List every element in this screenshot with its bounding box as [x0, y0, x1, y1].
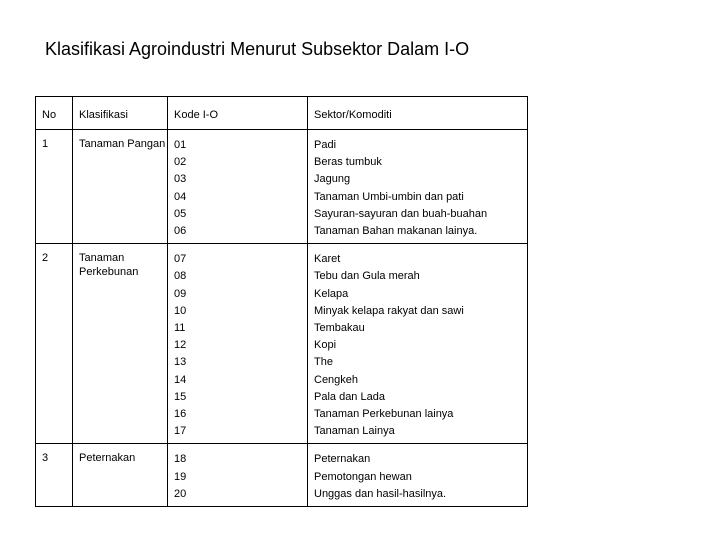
- kode-item: 14: [174, 373, 187, 386]
- kode-item: 08: [174, 270, 187, 283]
- classification-table: [35, 96, 528, 507]
- table-row: [36, 130, 528, 244]
- table-row: [36, 444, 528, 507]
- kode-item: 01: [174, 139, 187, 151]
- sektor-item: Cengkeh: [314, 373, 359, 386]
- kode-item: 09: [174, 287, 187, 300]
- sektor-item: Kopi: [314, 339, 337, 352]
- row-sektor-list: [308, 244, 528, 444]
- sektor-item: Tanaman Perkebunan lainya: [314, 408, 454, 421]
- kode-item: 06: [174, 225, 187, 238]
- sektor-item: Beras tumbuk: [314, 156, 382, 169]
- kode-item: 07: [174, 253, 187, 266]
- page-title: Klasifikasi Agroindustri Menurut Subsektor Dalam I-O: [45, 39, 470, 59]
- sektor-item: Jagung: [314, 173, 351, 186]
- kode-item: 02: [174, 156, 187, 169]
- kode-item: 04: [174, 190, 187, 203]
- table-row: [36, 244, 528, 444]
- row-klasifikasi: Tanaman Perkebunan: [73, 244, 168, 444]
- row-kode-list: [168, 244, 308, 444]
- sektor-item: Tebu dan Gula merah: [314, 270, 420, 283]
- sektor-item: Unggas dan hasil-hasilnya.: [314, 487, 447, 500]
- header-kode: Kode I-O: [168, 97, 308, 130]
- sektor-item: Peternakan: [314, 453, 371, 466]
- kode-item: 11: [174, 322, 186, 335]
- kode-item: 10: [174, 304, 187, 317]
- sektor-item: Tanaman Lainya: [314, 425, 395, 438]
- sektor-item: Padi: [314, 139, 337, 151]
- header-no: No: [36, 97, 73, 130]
- kode-item: 12: [174, 339, 187, 352]
- row-klasifikasi: Peternakan: [73, 444, 168, 507]
- row-no: 3: [36, 444, 73, 507]
- kode-item: 20: [174, 487, 187, 500]
- sektor-item: Tembakau: [314, 322, 365, 335]
- row-no: 1: [36, 130, 73, 244]
- kode-item: 19: [174, 470, 187, 483]
- row-sektor-list: [308, 130, 528, 244]
- row-kode-list: [168, 444, 308, 507]
- kode-item: 16: [174, 408, 187, 421]
- sektor-item: Minyak kelapa rakyat dan sawi: [314, 304, 464, 317]
- table-header-row: [36, 97, 528, 130]
- header-sektor: Sektor/Komoditi: [308, 97, 528, 130]
- kode-item: 05: [174, 207, 187, 220]
- row-kode-list: [168, 130, 308, 244]
- row-klasifikasi: Tanaman Pangan: [73, 130, 168, 244]
- header-klasifikasi: Klasifikasi: [73, 97, 168, 130]
- kode-item: 15: [174, 390, 187, 403]
- row-no: 2: [36, 244, 73, 444]
- sektor-item: Karet: [314, 253, 341, 266]
- sektor-item: Pala dan Lada: [314, 390, 385, 403]
- kode-item: 03: [174, 173, 187, 186]
- sektor-item: Pemotongan hewan: [314, 470, 412, 483]
- sektor-item: The: [314, 356, 333, 369]
- row-sektor-list: [308, 444, 528, 507]
- sektor-item: Sayuran-sayuran dan buah-buahan: [314, 207, 488, 220]
- kode-item: 18: [174, 453, 187, 466]
- sektor-item: Tanaman Bahan makanan lainya.: [314, 225, 478, 238]
- kode-item: 17: [174, 425, 187, 438]
- kode-item: 13: [174, 356, 187, 369]
- sektor-item: Tanaman Umbi-umbin dan pati: [314, 190, 464, 203]
- sektor-item: Kelapa: [314, 287, 349, 300]
